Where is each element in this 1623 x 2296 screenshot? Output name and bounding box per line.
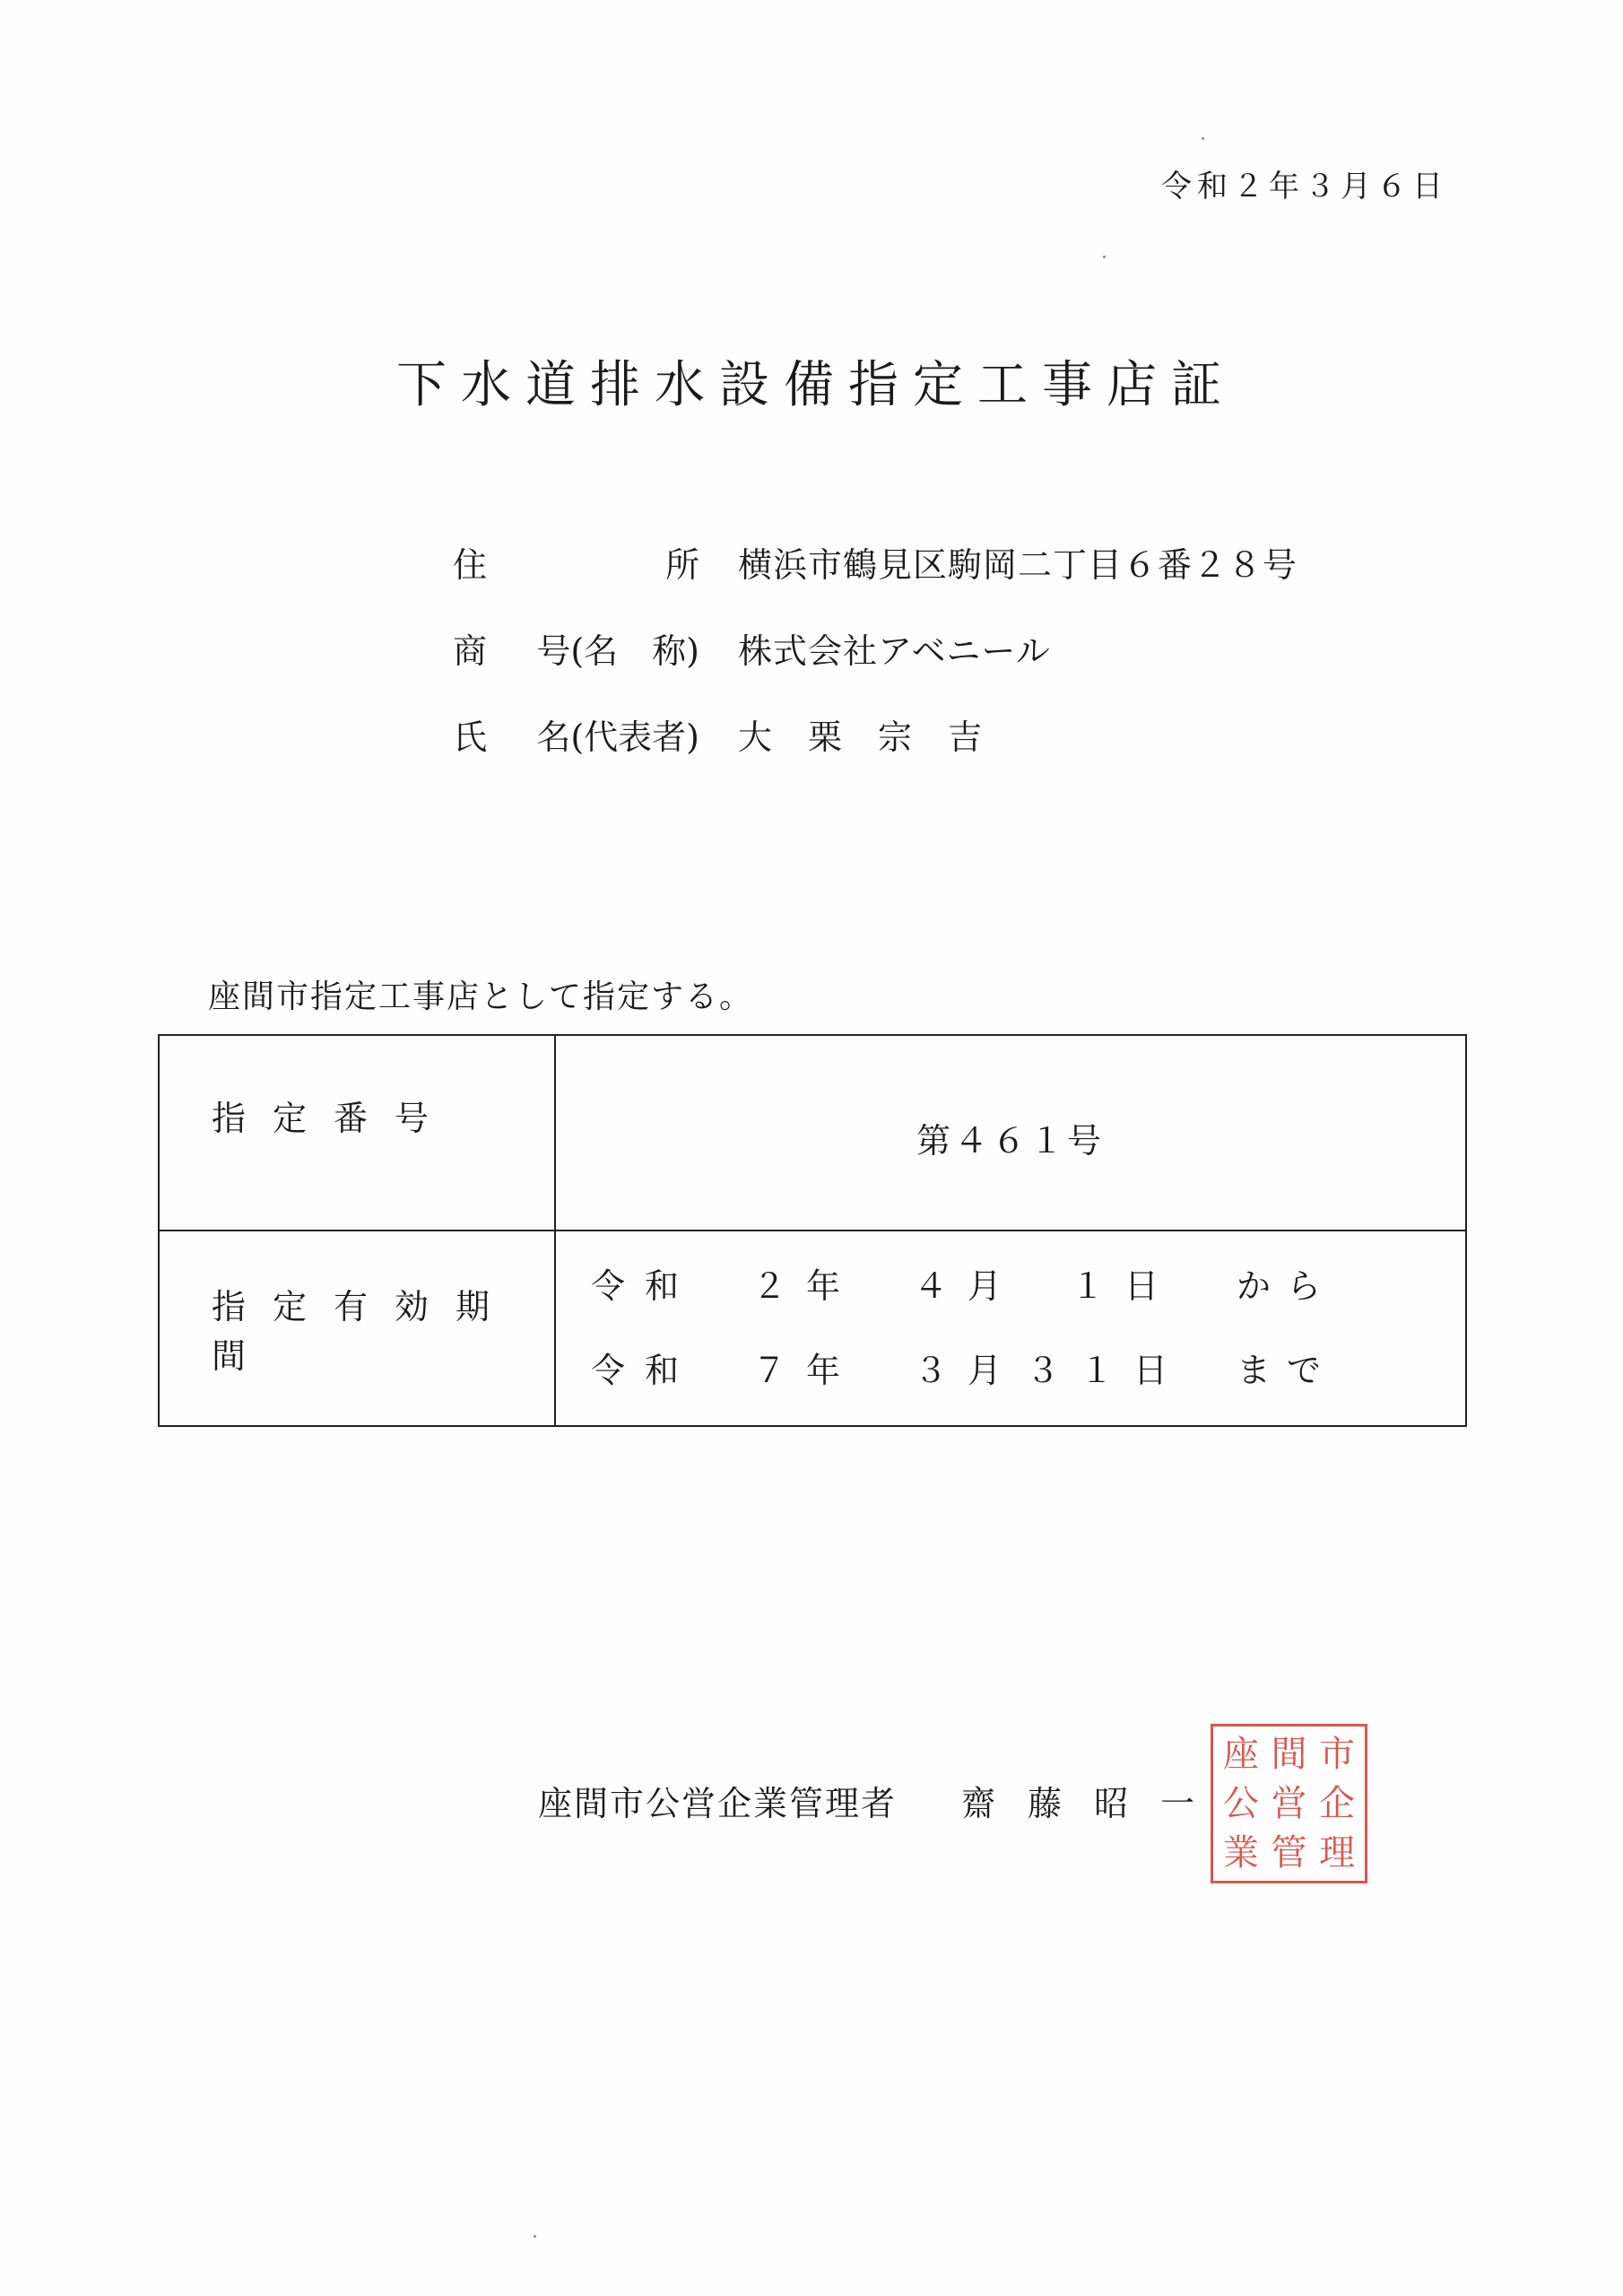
seal-glyph: 市 [1319, 1734, 1356, 1776]
seal-glyph: 座 [1222, 1734, 1259, 1776]
address-row [453, 538, 1350, 592]
issuer-signature [538, 1776, 1227, 1825]
address-value: 横浜市鶴見区駒岡二丁目６番２８号 [738, 545, 1298, 585]
period-start: 令和 ２年 ４月 １日 から [591, 1266, 1338, 1306]
seal-glyph: 管 [1271, 1831, 1307, 1874]
representative-row [453, 710, 1350, 764]
seal-glyph: 公 [1222, 1782, 1259, 1824]
holder-info [453, 538, 1350, 796]
issuer-name: 齋藤昭一 [961, 1784, 1228, 1823]
trade-name-label: 商 号(名 称) [453, 631, 699, 671]
designation-number-label: 指定番号 [159, 1035, 555, 1231]
trade-name-value: 株式会社アベニール [738, 631, 1051, 671]
representative-label: 氏 名(代表者) [453, 718, 699, 757]
designation-number-value: 第４６１号 [555, 1035, 1466, 1231]
official-seal-icon [1211, 1724, 1367, 1883]
seal-glyph: 営 [1271, 1782, 1307, 1824]
issue-date: 令和２年３月６日 [1161, 169, 1448, 204]
seal-glyph: 企 [1319, 1782, 1356, 1824]
seal-glyph: 間 [1271, 1734, 1307, 1776]
scan-speck [1103, 256, 1106, 258]
document-title: 下水道排水設備指定工事店証 [396, 356, 1236, 414]
scan-speck [1202, 137, 1204, 140]
seal-glyph: 理 [1319, 1831, 1356, 1874]
designation-table [158, 1034, 1467, 1427]
validity-period-label: 指定有効期間 [159, 1231, 555, 1426]
address-label: 住 所 [453, 545, 699, 585]
seal-glyph: 業 [1222, 1831, 1259, 1874]
table-row [159, 1035, 1466, 1231]
validity-period-value [555, 1231, 1466, 1426]
designation-statement: 座間市指定工事店として指定する。 [208, 978, 754, 1015]
trade-name-row [453, 624, 1350, 678]
period-end: 令和 ７年 ３月 ３１日 まで [591, 1351, 1338, 1390]
representative-value: 大栗宗吉 [738, 718, 1019, 757]
issuer-title: 座間市公営企業管理者 [538, 1784, 898, 1823]
scan-speck [534, 2235, 536, 2238]
table-row [159, 1231, 1466, 1426]
